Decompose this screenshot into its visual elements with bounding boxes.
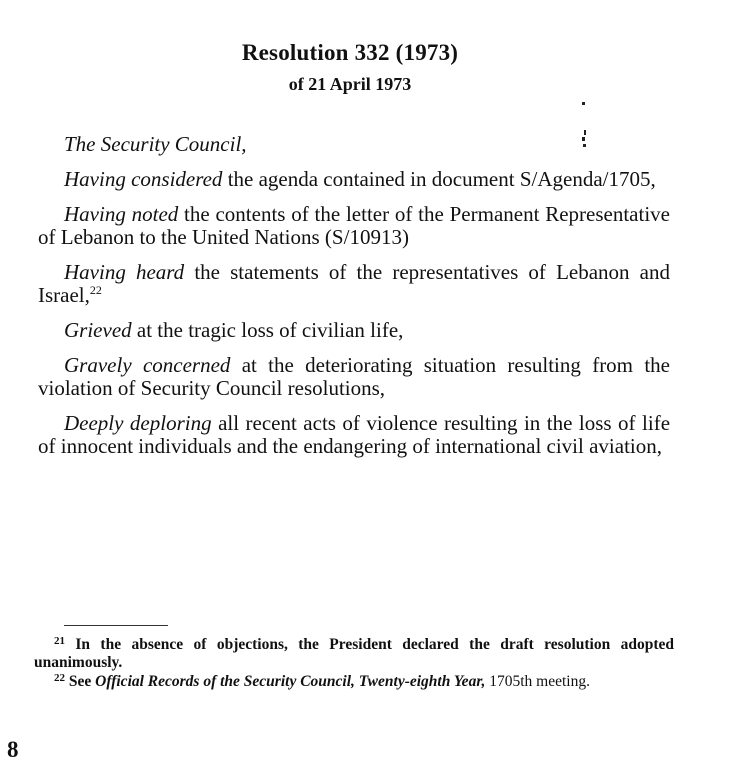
- preamble-having-noted: Having noted the contents of the letter of the Permanent Representative of Lebanon to the United Nations (S/10913): [38, 202, 670, 249]
- resolution-body: [38, 133, 670, 458]
- preamble-having-considered: Having considered the agenda contained in document S/Agenda/1705,: [64, 167, 656, 191]
- preamble-having-heard: Having heard the statements of the representatives of Lebanon and Israel,$^{22}$: [38, 260, 670, 307]
- footnote-ref-22: 22: [89, 283, 102, 297]
- footnote-divider: [64, 625, 168, 626]
- page-number: 8: [7, 737, 19, 762]
- preamble-gravely-concerned: Gravely concerned at the deteriorating situation resulting from the violation of Security Council resolutions,: [38, 353, 670, 400]
- footnote-22: $^{22}$ See Official Records of the Security Council, Twenty-eighth Year, 1705th meeting.: [54, 672, 590, 690]
- footnote-21: $^{21}$ In the absence of objections, the President declared the draft resolution adopted unanimously.: [34, 635, 674, 671]
- preamble-grieved: Grieved at the tragic loss of civilian life,: [64, 318, 404, 342]
- resolution-title: Resolution 332 (1973): [241, 40, 459, 65]
- resolution-date: of 21 April 1973: [288, 74, 412, 94]
- preamble-security-council: The Security Council,: [64, 132, 247, 156]
- preamble-deeply-deploring: Deeply deploring all recent acts of violence resulting in the loss of life of innocent individuals and the endangering of international civil aviation,: [38, 411, 671, 458]
- official-records-citation: Official Records of the Security Council, Twenty-eighth Year,: [95, 673, 486, 690]
- footnotes: [34, 636, 674, 692]
